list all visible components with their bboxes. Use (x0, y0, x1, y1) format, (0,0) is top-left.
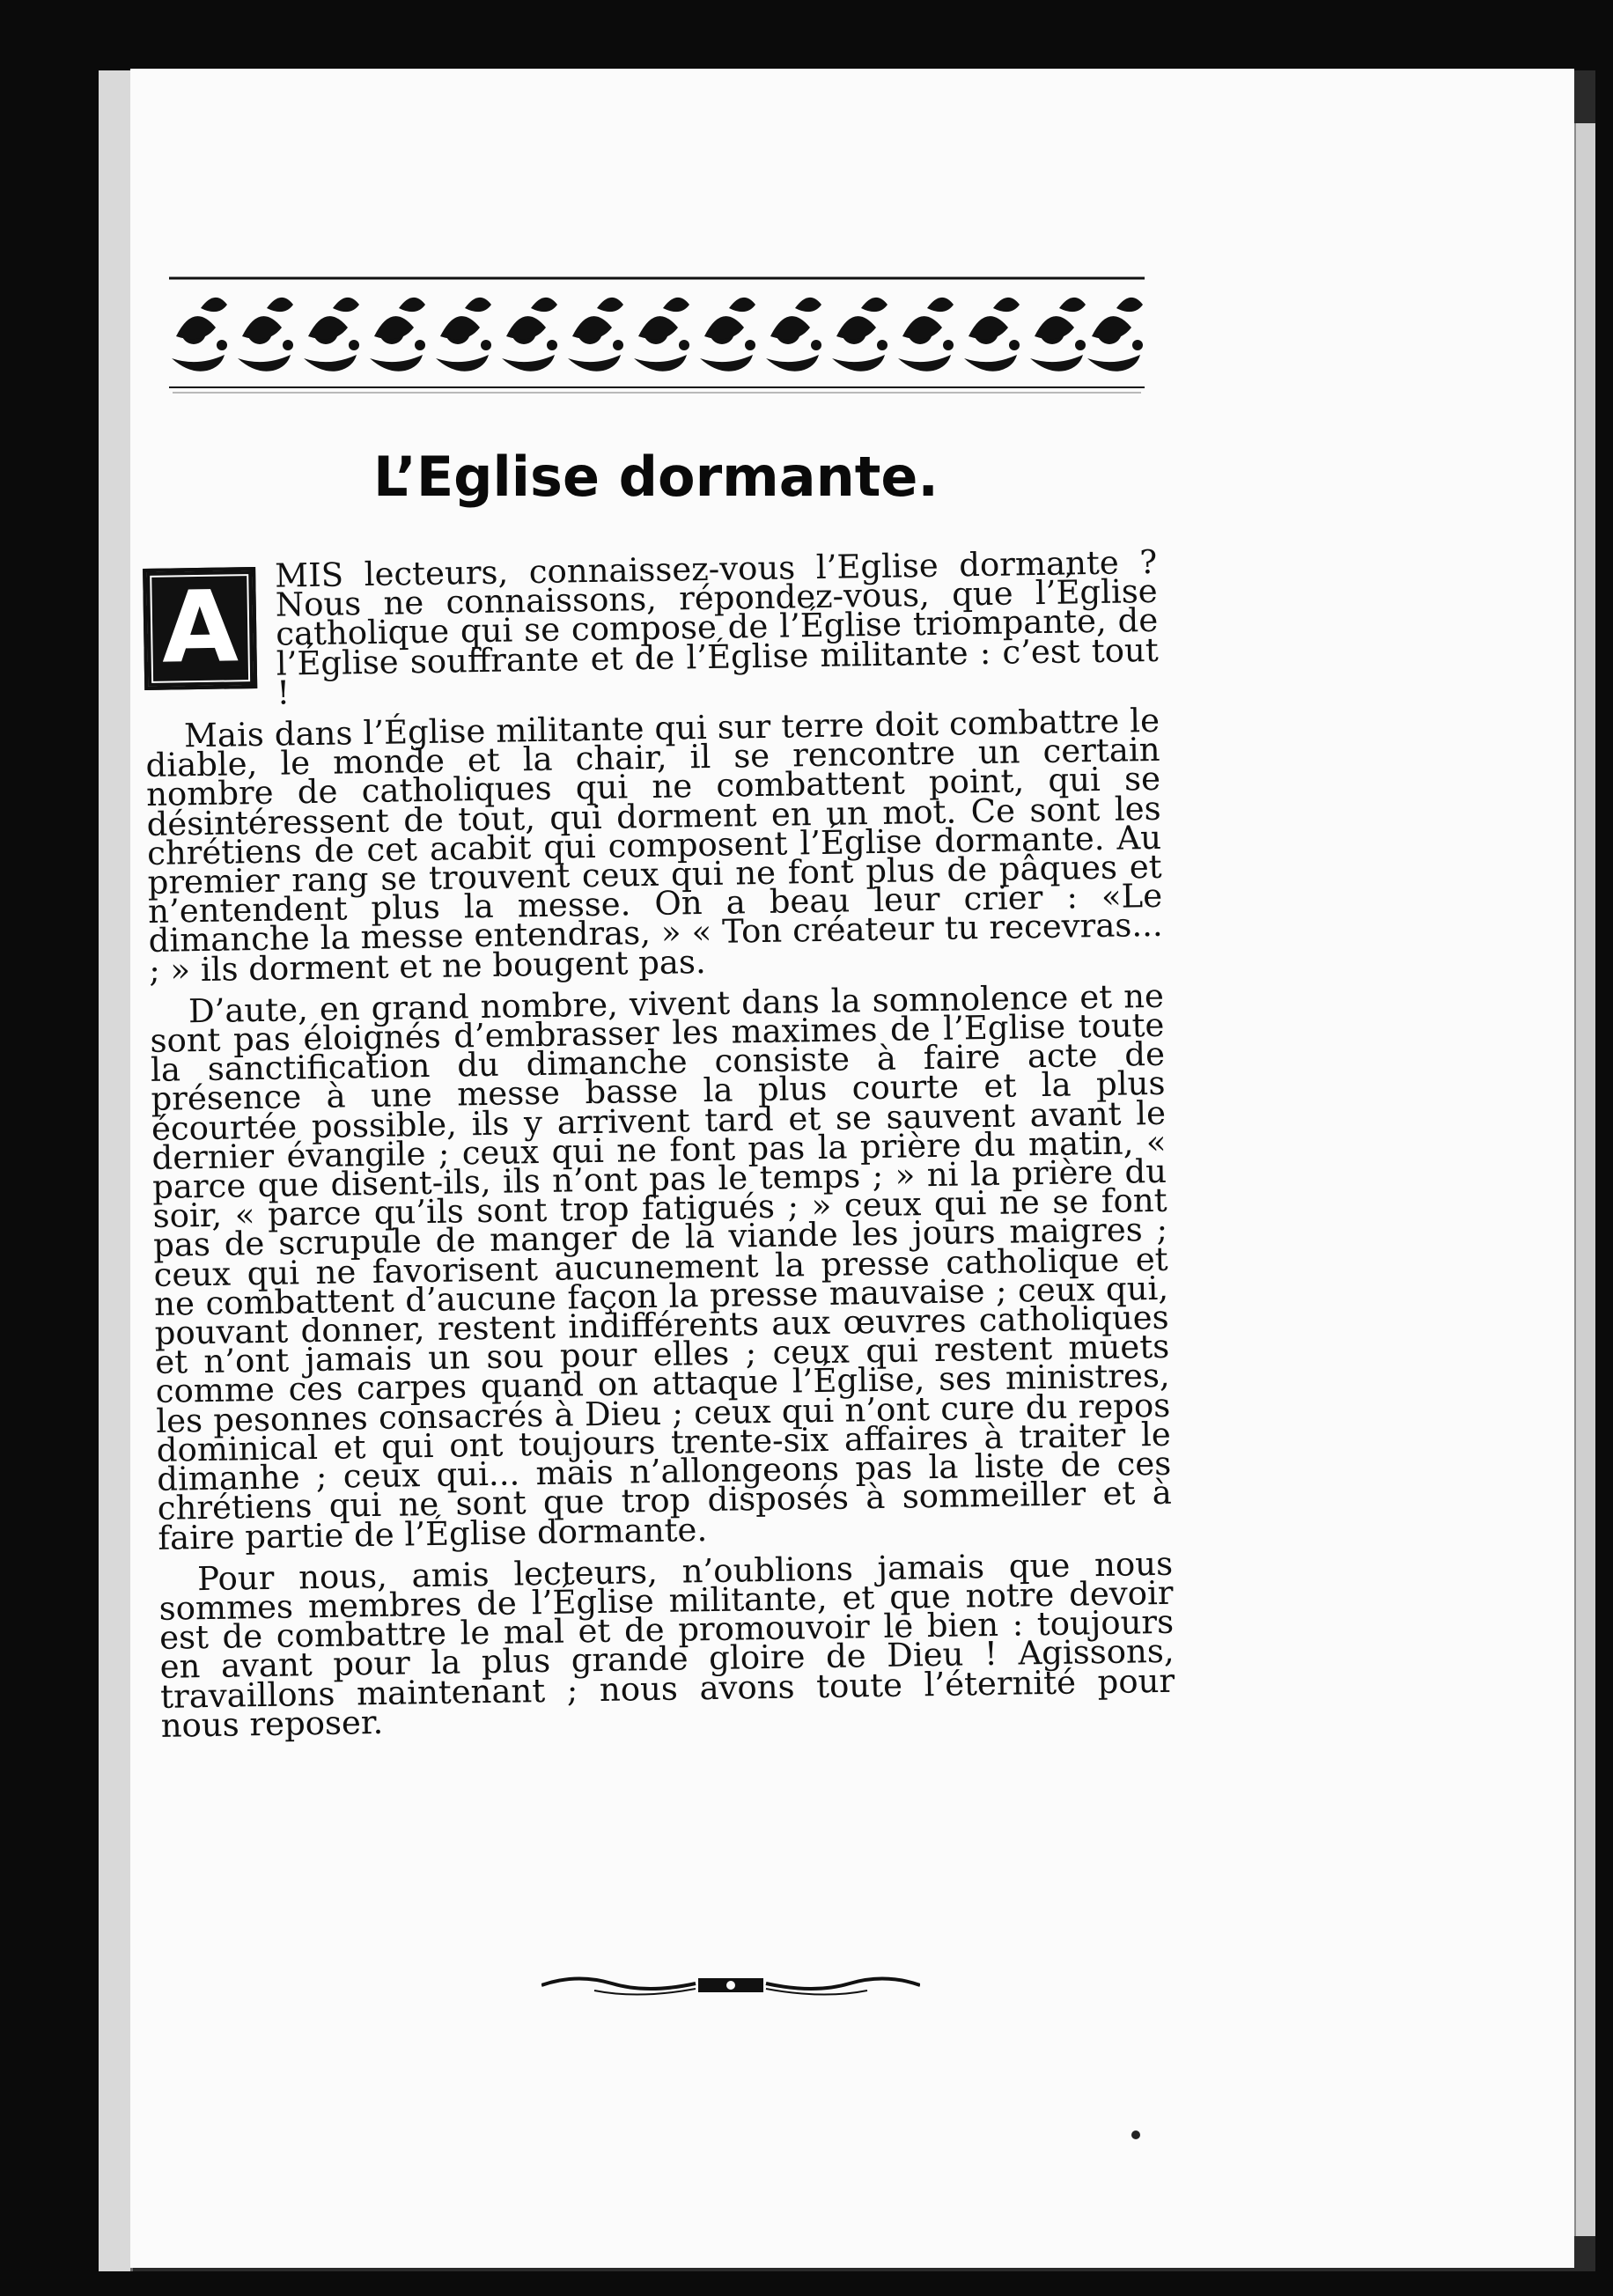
drop-cap-letter: A (160, 570, 239, 686)
paragraph-1 (143, 542, 1160, 712)
page-right-edge (1574, 123, 1595, 2236)
paragraph-3: D’aute, en grand nombre, vivent dans la somnolence et ne sont pas éloignés d’embrasser les maximes de l’Eglise toute la sanctification du dimanche consiste à faire acte de présence à une messe basse la plus courte et la plus écourtée possible, ils y arrivent tard et se sauvent avant le dernier évangile ; ceux qui ne font pas la prière du matin, « parce que disent-ils, ils n’ont pas le temps ; » ni la prière du soir, « parce qu’ils sont trop fatigués ; » ceux qui ne se font pas de scrupule de manger de la viande les jours maigres ; ceux qui ne favorisent aucunement la presse catholique et ne combattent d’aucune façon la presse mauvaise ; ceux qui, pouvant donner, restent indifférents aux œuvres catholiques et n’ont jamais un sou pour elles ; ceux qui restent muets comme ces carpes quand on attaque l’Église, ses ministres, les pesonnes consacrés à Dieu ; ceux qui n’ont cure du repos dominical et qui ont toujours trente-six affaires à traiter le dimanhe ; ceux qui... mais n’allongeons pas la liste de ces chrétiens qui ne sont que trop disposés à sommeiller et à faire partie de l’Église dormante. (150, 976, 1173, 1557)
page-title: L’Eglise dormante. (373, 445, 939, 509)
article-body (143, 542, 1175, 1753)
paragraph-4: Pour nous, amis lecteurs, n’oublions jamais que nous sommes membres de l’Église militante, et que notre devoir est de combattre le mal et de promouvoir le bien : toujours en avant pour la plus grande gloire de Dieu ! Agissons, travaillons maintenant ; nous avons toute l’éternité pour nous reposer. (158, 1544, 1175, 1745)
page-speck (1131, 2130, 1140, 2139)
drop-cap (143, 567, 257, 690)
paragraph-2: Mais dans l’Église militante qui sur terre doit combattre le diable, le monde et la chair, il se rencontre un certain nombre de catholiques qui ne combattent point, qui se désintéressent de tout, qui dorment en un mot. Ce sont les chrétiens de cet acabit qui composent l’Église dormante. Au premier rang se trouvent ceux qui ne font plus de pâques et n’entendent plus la messe. On a beau leur crier : «Le dimanche la messe entendras, » « Ton créateur tu recevras... ; » ils dorment et ne bougent pas. (145, 701, 1163, 990)
floral-headpiece-ornament (167, 204, 1146, 398)
tailpiece-ornament (541, 1968, 920, 2003)
paragraph-1-text: MIS lecteurs, connaissez-vous l’Eglise dormante ? Nous ne connaissons, répondez-vous, que l’Église catholique qui se compose de l’Église triompante, de l’Église souffrante et de l’Église militante : c’est tout ! (274, 542, 1160, 712)
page-left-edge (99, 70, 133, 2271)
